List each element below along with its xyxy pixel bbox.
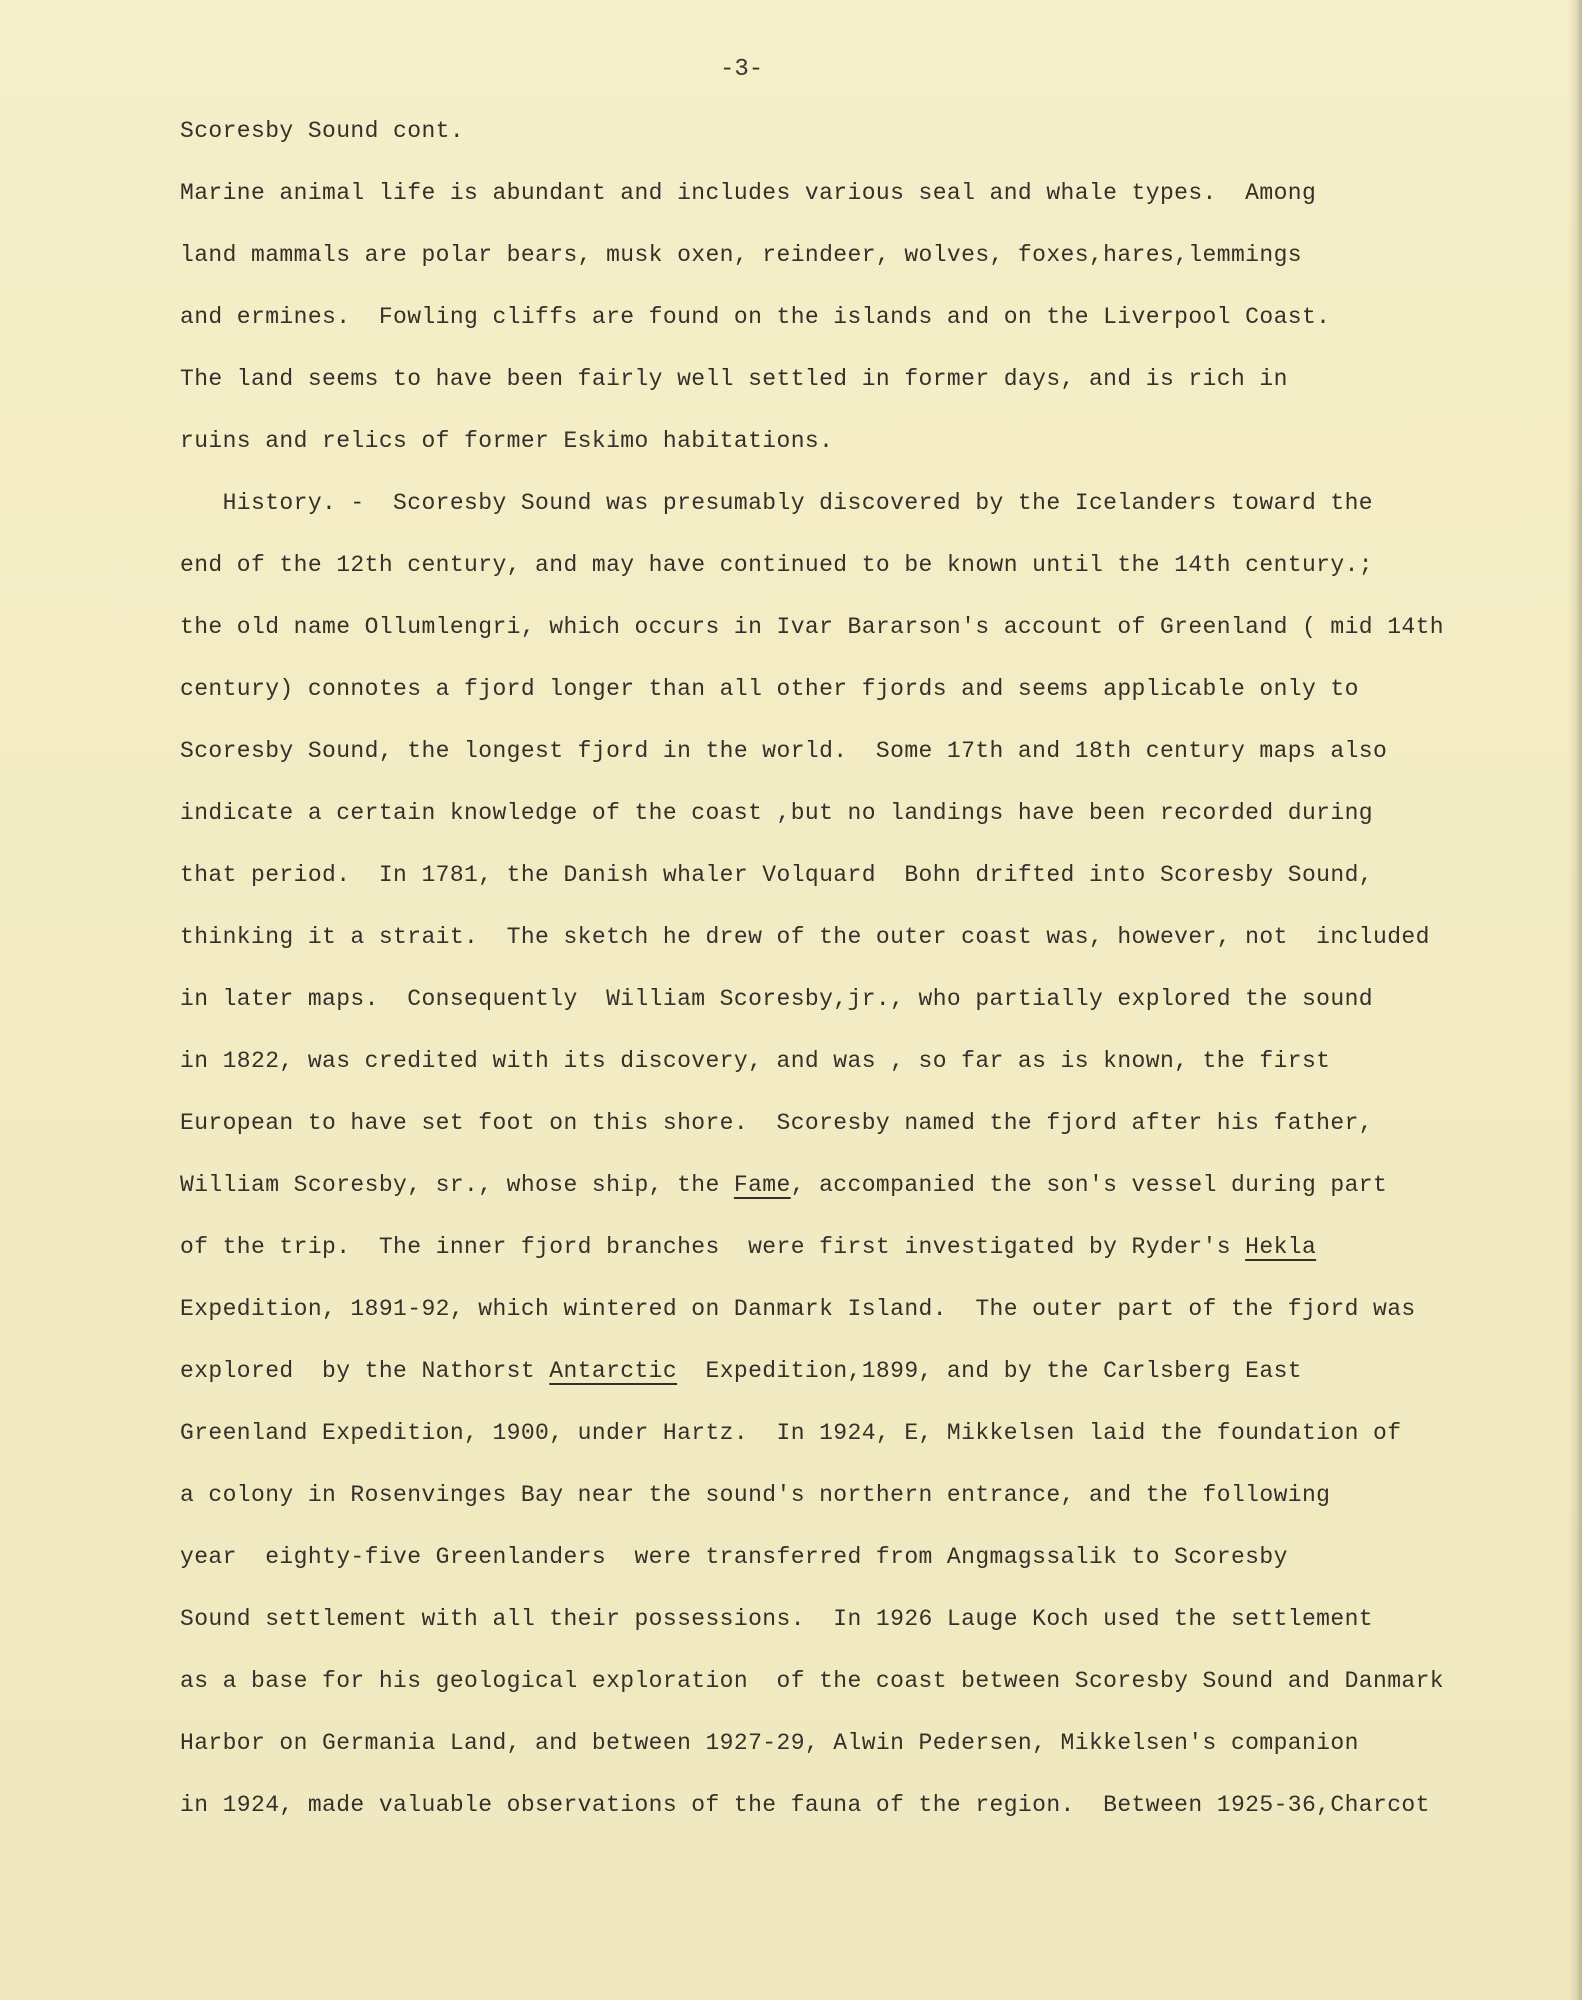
text-line: Greenland Expedition, 1900, under Hartz. In 1924, E, Mikkelsen laid the foundation of: [180, 1420, 1402, 1446]
text-line: as a base for his geological exploration of the coast between Scoresby Sound and Danmark: [180, 1668, 1444, 1694]
text-line: Expedition, 1891-92, which wintered on Danmark Island. The outer part of the fjord was: [180, 1296, 1416, 1322]
text-line: end of the 12th century, and may have continued to be known until the 14th century.;: [180, 552, 1373, 578]
text-segment: explored by the Nathorst: [180, 1358, 550, 1384]
text-line: indicate a certain knowledge of the coast ,but no landings have been recorded during: [180, 800, 1373, 826]
text-segment: Expedition,1899, and by the Carlsberg East: [677, 1358, 1302, 1384]
text-line: thinking it a strait. The sketch he drew of the outer coast was, however, not included: [180, 924, 1430, 950]
text-line: European to have set foot on this shore. Scoresby named the fjord after his father,: [180, 1110, 1373, 1136]
text-line: [180, 1358, 1302, 1384]
text-segment: , accompanied the son's vessel during part: [790, 1172, 1388, 1198]
text-line: Sound settlement with all their possessions. In 1926 Lauge Koch used the settlement: [180, 1606, 1373, 1632]
text-line: ruins and relics of former Eskimo habitations.: [180, 428, 834, 454]
text-line: in 1924, made valuable observations of the fauna of the region. Between 1925-36,Charcot: [180, 1792, 1430, 1818]
text-line: the old name Ollumlengri, which occurs in Ivar Bararson's account of Greenland ( mid 14th: [180, 614, 1444, 640]
text-line: [180, 1234, 1316, 1260]
text-line: a colony in Rosenvinges Bay near the sound's northern entrance, and the following: [180, 1482, 1331, 1508]
text-line: Scoresby Sound, the longest fjord in the world. Some 17th and 18th century maps also: [180, 738, 1388, 764]
text-line: in later maps. Consequently William Scoresby,jr., who partially explored the sound: [180, 986, 1373, 1012]
ship-name-antarctic: Antarctic: [549, 1358, 678, 1384]
text-line: year eighty-five Greenlanders were transferred from Angmagssalik to Scoresby: [180, 1544, 1288, 1570]
text-line: The land seems to have been fairly well settled in former days, and is rich in: [180, 366, 1288, 392]
text-segment: William Scoresby, sr., whose ship, the: [180, 1172, 734, 1198]
page-edge-shadow: [1568, 0, 1582, 2000]
text-line: Harbor on Germania Land, and between 1927-29, Alwin Pedersen, Mikkelsen's companion: [180, 1730, 1359, 1756]
ship-name-fame: Fame: [733, 1172, 791, 1198]
section-header: Scoresby Sound cont.: [180, 118, 465, 144]
text-segment: of the trip. The inner fjord branches were first investigated by Ryder's: [180, 1234, 1246, 1260]
text-line: Marine animal life is abundant and includes various seal and whale types. Among: [180, 180, 1317, 206]
text-line: [180, 1172, 1387, 1198]
text-line: and ermines. Fowling cliffs are found on the islands and on the Liverpool Coast.: [180, 304, 1331, 330]
text-line: century) connotes a fjord longer than all other fjords and seems applicable only to: [180, 676, 1359, 702]
text-line: History. - Scoresby Sound was presumably discovered by the Icelanders toward the: [180, 490, 1373, 516]
ship-name-hekla: Hekla: [1245, 1234, 1317, 1260]
page-number: -3-: [720, 56, 764, 83]
text-line: land mammals are polar bears, musk oxen, reindeer, wolves, foxes,hares,lemmings: [180, 242, 1302, 268]
text-line: in 1822, was credited with its discovery, and was , so far as is known, the first: [180, 1048, 1331, 1074]
text-line: that period. In 1781, the Danish whaler Volquard Bohn drifted into Scoresby Sound,: [180, 862, 1373, 888]
